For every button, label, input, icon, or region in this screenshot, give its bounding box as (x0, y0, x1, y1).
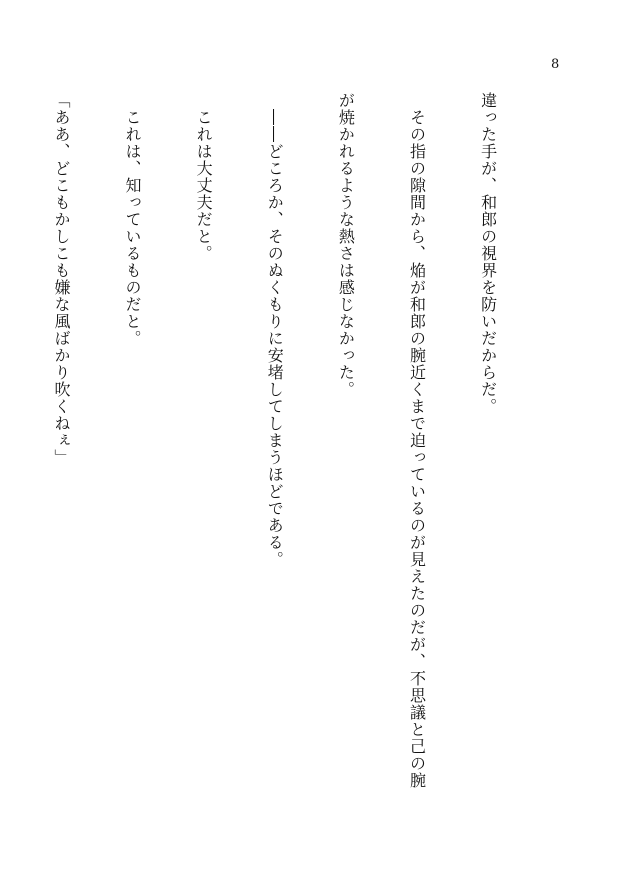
text-line-5: これは大丈夫だと。 (194, 92, 214, 262)
vertical-text-body (0, 92, 547, 812)
text-line-2: その指の隙間から、焔が和郎の腕近くまで迫っているのが見えたのだが、不思議と己の腕 (407, 92, 427, 789)
text-line-1: 違った手が、和郎の視界を防いだからだ。 (478, 92, 498, 415)
page-number: 8 (551, 57, 560, 72)
text-line-4: ――どころか、そのぬくもりに安堵してしまうほどである。 (265, 92, 285, 568)
text-line-3: が焼かれるような熱さは感じなかった。 (336, 92, 356, 398)
text-line-8 (0, 92, 2, 812)
text-line-6: これは、知っているものだと。 (123, 92, 143, 347)
text-line-7: 「ああ、どこもかしこも嫌な風ばかり吹くねぇ」 (51, 92, 71, 466)
